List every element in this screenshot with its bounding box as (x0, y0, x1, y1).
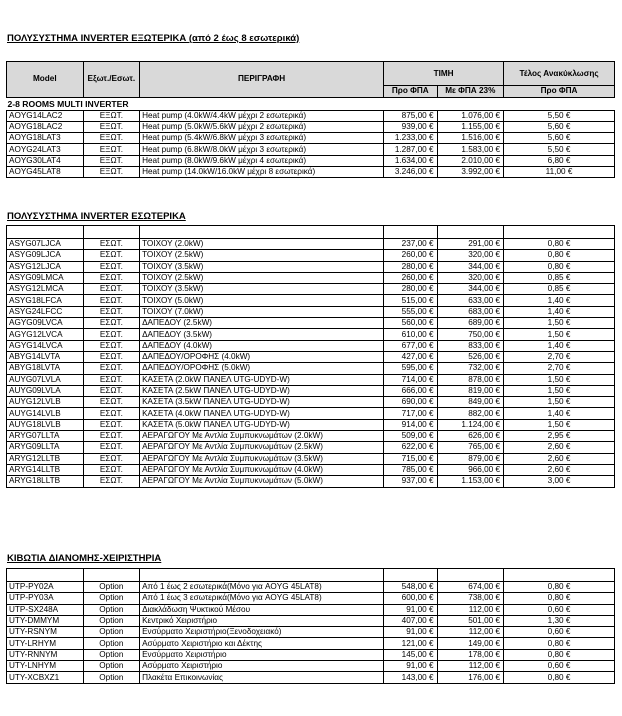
price-with-vat-cell: 112,00 € (437, 627, 504, 638)
type-cell: Option (83, 604, 139, 615)
header-pre-vat: Προ ΦΠΑ (384, 86, 437, 98)
table-row (7, 318, 615, 329)
recycling-fee-cell: 5,60 € (504, 121, 615, 132)
model-cell: AGYG09LVCA (7, 318, 84, 329)
price-with-vat-cell: 689,00 € (437, 318, 504, 329)
type-cell: ΕΞΩΤ. (83, 155, 139, 166)
model-cell: AUYG07LVLA (7, 374, 84, 385)
model-cell: ASYG12LJCA (7, 261, 84, 272)
description-cell: Heat pump (4.0kW/4.4kW μέχρι 2 εσωτερικά) (140, 110, 384, 121)
price-pre-vat-cell: 509,00 € (384, 431, 437, 442)
description-cell: ΤΟΙΧΟΥ (2.0kW) (140, 239, 384, 250)
model-cell: ASYG09LJCA (7, 250, 84, 261)
price-pre-vat-cell: 3.246,00 € (384, 166, 437, 177)
price-pre-vat-cell: 1.233,00 € (384, 133, 437, 144)
table-row (7, 431, 615, 442)
description-cell: ΔΑΠΕΔΟΥ (3.5kW) (140, 329, 384, 340)
model-cell: AUYG18LVLB (7, 419, 84, 430)
description-cell: ΚΑΣΕΤΑ (5.0kW ΠΑΝΕΛ UTG-UDYD-W) (140, 419, 384, 430)
description-cell: Heat pump (14.0kW/16.0kW μέχρι 8 εσωτερικά) (140, 166, 384, 177)
type-cell: Option (83, 672, 139, 683)
type-cell: ΕΣΩΤ. (83, 464, 139, 475)
model-cell: ARYG12LLTB (7, 453, 84, 464)
recycling-fee-cell: 0,80 € (504, 638, 615, 649)
header-recycling: Τέλος Ανακύκλωσης (504, 62, 615, 86)
header-with-vat: Με ΦΠΑ 23% (437, 86, 504, 98)
recycling-fee-cell: 0,60 € (504, 661, 615, 672)
type-cell: ΕΞΩΤ. (83, 110, 139, 121)
description-cell: Heat pump (5.0kW/5.6kW μέχρι 2 εσωτερικά) (140, 121, 384, 132)
type-cell: ΕΣΩΤ. (83, 284, 139, 295)
table-row (7, 661, 615, 672)
model-cell: UTP-PY02A (7, 582, 84, 593)
price-pre-vat-cell: 280,00 € (384, 284, 437, 295)
table-row (7, 284, 615, 295)
recycling-fee-cell: 1,50 € (504, 374, 615, 385)
description-cell: ΚΑΣΕΤΑ (2.0kW ΠΑΝΕΛ UTG-UDYD-W) (140, 374, 384, 385)
recycling-fee-cell: 5,50 € (504, 110, 615, 121)
price-with-vat-cell: 882,00 € (437, 408, 504, 419)
type-cell: ΕΣΩΤ. (83, 408, 139, 419)
price-with-vat-cell: 1.124,00 € (437, 419, 504, 430)
description-cell: ΤΟΙΧΟΥ (2.5kW) (140, 272, 384, 283)
type-cell: ΕΣΩΤ. (83, 340, 139, 351)
table-row (7, 272, 615, 283)
price-with-vat-cell: 626,00 € (437, 431, 504, 442)
recycling-fee-cell: 0,60 € (504, 604, 615, 615)
type-cell: ΕΣΩΤ. (83, 306, 139, 317)
price-pre-vat-cell: 260,00 € (384, 250, 437, 261)
model-cell: ARYG14LLTB (7, 464, 84, 475)
model-cell: AOYG14LAC2 (7, 110, 84, 121)
price-pre-vat-cell: 260,00 € (384, 272, 437, 283)
description-cell: ΑΕΡΑΓΩΓΟΥ Με Αντλία Συμπυκνωμάτων (2.5kW) (140, 442, 384, 453)
header-model: Model (7, 62, 84, 98)
recycling-fee-cell: 2,60 € (504, 442, 615, 453)
model-cell: ARYG18LLTB (7, 476, 84, 487)
price-with-vat-cell: 674,00 € (437, 582, 504, 593)
recycling-fee-cell: 5,60 € (504, 133, 615, 144)
price-with-vat-cell: 3.992,00 € (437, 166, 504, 177)
price-pre-vat-cell: 548,00 € (384, 582, 437, 593)
table-row (7, 295, 615, 306)
table-row (7, 638, 615, 649)
type-cell: ΕΣΩΤ. (83, 431, 139, 442)
price-pre-vat-cell: 407,00 € (384, 615, 437, 626)
price-with-vat-cell: 526,00 € (437, 351, 504, 362)
price-with-vat-cell: 112,00 € (437, 661, 504, 672)
table-row (7, 408, 615, 419)
table-row (7, 363, 615, 374)
price-pre-vat-cell: 427,00 € (384, 351, 437, 362)
recycling-fee-cell: 2,95 € (504, 431, 615, 442)
recycling-fee-cell: 0,80 € (504, 582, 615, 593)
description-cell: ΑΕΡΑΓΩΓΟΥ Με Αντλία Συμπυκνωμάτων (4.0kW) (140, 464, 384, 475)
recycling-fee-cell: 1,50 € (504, 419, 615, 430)
description-cell: ΔΑΠΕΔΟΥ/ΟΡΟΦΗΣ (5.0kW) (140, 363, 384, 374)
description-cell: ΔΑΠΕΔΟΥ (4.0kW) (140, 340, 384, 351)
price-pre-vat-cell: 677,00 € (384, 340, 437, 351)
table-row (7, 593, 615, 604)
price-with-vat-cell: 112,00 € (437, 604, 504, 615)
model-cell: UTY-RSNYM (7, 627, 84, 638)
recycling-fee-cell: 0,80 € (504, 250, 615, 261)
recycling-fee-cell: 0,80 € (504, 261, 615, 272)
price-with-vat-cell: 1.583,00 € (437, 144, 504, 155)
price-pre-vat-cell: 937,00 € (384, 476, 437, 487)
model-cell: UTY-LNHYM (7, 661, 84, 672)
header-ext-int: Εξωτ./Εσωτ. (83, 62, 139, 98)
table-row (7, 374, 615, 385)
price-with-vat-cell: 149,00 € (437, 638, 504, 649)
model-cell: ABYG18LVTA (7, 363, 84, 374)
price-with-vat-cell: 1.155,00 € (437, 121, 504, 132)
price-with-vat-cell: 633,00 € (437, 295, 504, 306)
section-title-outdoor: ΠΟΛΥΣΥΣΤΗΜΑ INVERTER ΕΞΩΤΕΡΙΚΑ (από 2 έως 8 εσωτερικά) (7, 33, 300, 44)
description-cell: Πλακέτα Επικοινωνίας (140, 672, 384, 683)
model-cell: AOYG30LAT4 (7, 155, 84, 166)
price-pre-vat-cell: 600,00 € (384, 593, 437, 604)
price-with-vat-cell: 849,00 € (437, 397, 504, 408)
model-cell: ASYG09LMCA (7, 272, 84, 283)
table-row (7, 329, 615, 340)
type-cell: Option (83, 582, 139, 593)
recycling-fee-cell: 0,80 € (504, 593, 615, 604)
description-cell: ΤΟΙΧΟΥ (3.5kW) (140, 284, 384, 295)
type-cell: ΕΣΩΤ. (83, 363, 139, 374)
description-cell: Heat pump (8.0kW/9.6kW μέχρι 4 εσωτερικά) (140, 155, 384, 166)
table-row (7, 476, 615, 487)
model-cell: UTY-RNNYM (7, 649, 84, 660)
price-pre-vat-cell: 785,00 € (384, 464, 437, 475)
type-cell: Option (83, 638, 139, 649)
header-description: ΠΕΡΙΓΡΑΦΗ (140, 62, 384, 98)
table-row (7, 166, 615, 177)
recycling-fee-cell: 3,00 € (504, 476, 615, 487)
model-cell: UTP-PY03A (7, 593, 84, 604)
price-with-vat-cell: 738,00 € (437, 593, 504, 604)
recycling-fee-cell: 1,50 € (504, 385, 615, 396)
price-pre-vat-cell: 714,00 € (384, 374, 437, 385)
price-pre-vat-cell: 939,00 € (384, 121, 437, 132)
model-cell: AOYG24LAT3 (7, 144, 84, 155)
recycling-fee-cell: 2,70 € (504, 363, 615, 374)
model-cell: AOYG18LAT3 (7, 133, 84, 144)
table-row (7, 133, 615, 144)
price-pre-vat-cell: 595,00 € (384, 363, 437, 374)
price-with-vat-cell: 1.516,00 € (437, 133, 504, 144)
table-row (7, 453, 615, 464)
type-cell: ΕΣΩΤ. (83, 318, 139, 329)
type-cell: ΕΞΩΤ. (83, 133, 139, 144)
type-cell: ΕΣΩΤ. (83, 397, 139, 408)
price-pre-vat-cell: 1.287,00 € (384, 144, 437, 155)
price-with-vat-cell: 344,00 € (437, 261, 504, 272)
recycling-fee-cell: 2,70 € (504, 351, 615, 362)
price-pre-vat-cell: 560,00 € (384, 318, 437, 329)
table-row (7, 340, 615, 351)
type-cell: ΕΣΩΤ. (83, 442, 139, 453)
table-row (7, 627, 615, 638)
description-cell: Ενσύρματο Χειριστήριο(Ξενοδοχειακό) (140, 627, 384, 638)
model-cell: UTY-XCBXZ1 (7, 672, 84, 683)
type-cell: Option (83, 615, 139, 626)
price-with-vat-cell: 291,00 € (437, 239, 504, 250)
model-cell: AUYG12LVLB (7, 397, 84, 408)
price-with-vat-cell: 320,00 € (437, 250, 504, 261)
price-with-vat-cell: 683,00 € (437, 306, 504, 317)
group-label: 2-8 ROOMS MULTI INVERTER (7, 98, 129, 109)
model-cell: ABYG14LVTA (7, 351, 84, 362)
price-pre-vat-cell: 515,00 € (384, 295, 437, 306)
price-with-vat-cell: 879,00 € (437, 453, 504, 464)
table-row (7, 615, 615, 626)
description-cell: ΚΑΣΕΤΑ (4.0kW ΠΑΝΕΛ UTG-UDYD-W) (140, 408, 384, 419)
table-row (7, 397, 615, 408)
price-pre-vat-cell: 715,00 € (384, 453, 437, 464)
description-cell: ΔΑΠΕΔΟΥ (2.5kW) (140, 318, 384, 329)
table-row (7, 261, 615, 272)
table-row (7, 419, 615, 430)
type-cell: Option (83, 661, 139, 672)
price-pre-vat-cell: 555,00 € (384, 306, 437, 317)
section-title-indoor: ΠΟΛΥΣΥΣΤΗΜΑ INVERTER ΕΣΩΤΕΡΙΚΑ (7, 211, 186, 222)
type-cell: ΕΣΩΤ. (83, 261, 139, 272)
type-cell: Option (83, 649, 139, 660)
recycling-fee-cell: 2,60 € (504, 464, 615, 475)
model-cell: ASYG24LFCC (7, 306, 84, 317)
recycling-fee-cell: 11,00 € (504, 166, 615, 177)
model-cell: ARYG07LLTA (7, 431, 84, 442)
type-cell: ΕΣΩΤ. (83, 374, 139, 385)
price-with-vat-cell: 833,00 € (437, 340, 504, 351)
price-pre-vat-cell: 1.634,00 € (384, 155, 437, 166)
table-row (7, 110, 615, 121)
description-cell: Ασύρματο Χειριστήριο και Δέκτης (140, 638, 384, 649)
price-pre-vat-cell: 914,00 € (384, 419, 437, 430)
model-cell: ASYG18LFCA (7, 295, 84, 306)
table-row (7, 649, 615, 660)
type-cell: ΕΣΩΤ. (83, 419, 139, 430)
recycling-fee-cell: 1,40 € (504, 340, 615, 351)
description-cell: Ασύρματο Χειριστήριο (140, 661, 384, 672)
recycling-fee-cell: 2,60 € (504, 453, 615, 464)
model-cell: UTY-LRHYM (7, 638, 84, 649)
price-pre-vat-cell: 121,00 € (384, 638, 437, 649)
table-row (7, 155, 615, 166)
description-cell: Διακλάδωση Ψυκτικού Μέσου (140, 604, 384, 615)
price-pre-vat-cell: 875,00 € (384, 110, 437, 121)
type-cell: ΕΞΩΤ. (83, 166, 139, 177)
table-row (7, 442, 615, 453)
description-cell: ΑΕΡΑΓΩΓΟΥ Με Αντλία Συμπυκνωμάτων (5.0kW) (140, 476, 384, 487)
type-cell: ΕΞΩΤ. (83, 121, 139, 132)
price-with-vat-cell: 320,00 € (437, 272, 504, 283)
type-cell: ΕΣΩΤ. (83, 272, 139, 283)
description-cell: ΚΑΣΕΤΑ (2.5kW ΠΑΝΕΛ UTG-UDYD-W) (140, 385, 384, 396)
header-price: ΤΙΜΗ (384, 62, 504, 86)
price-pre-vat-cell: 91,00 € (384, 604, 437, 615)
model-cell: UTY-DMMYM (7, 615, 84, 626)
description-cell: ΔΑΠΕΔΟΥ/ΟΡΟΦΗΣ (4.0kW) (140, 351, 384, 362)
description-cell: ΚΑΣΕΤΑ (3.5kW ΠΑΝΕΛ UTG-UDYD-W) (140, 397, 384, 408)
table-row (7, 464, 615, 475)
recycling-fee-cell: 1,40 € (504, 295, 615, 306)
description-cell: Από 1 έως 3 εσωτερικά(Μόνο για AOYG 45LAT8) (140, 593, 384, 604)
table-row (7, 121, 615, 132)
table-row (7, 582, 615, 593)
price-with-vat-cell: 732,00 € (437, 363, 504, 374)
indoor-units-table (6, 225, 615, 488)
type-cell: ΕΣΩΤ. (83, 453, 139, 464)
recycling-fee-cell: 0,60 € (504, 627, 615, 638)
type-cell: ΕΣΩΤ. (83, 295, 139, 306)
recycling-fee-cell: 0,80 € (504, 649, 615, 660)
price-with-vat-cell: 750,00 € (437, 329, 504, 340)
price-pre-vat-cell: 717,00 € (384, 408, 437, 419)
description-cell: Κεντρικό Χειριστήριο (140, 615, 384, 626)
recycling-fee-cell: 1,40 € (504, 306, 615, 317)
table-row (7, 672, 615, 683)
price-with-vat-cell: 344,00 € (437, 284, 504, 295)
description-cell: Ενσύρματο Χειριστήριο (140, 649, 384, 660)
model-cell: UTP-SX248A (7, 604, 84, 615)
recycling-fee-cell: 1,50 € (504, 318, 615, 329)
recycling-fee-cell: 0,80 € (504, 239, 615, 250)
description-cell: Heat pump (6.8kW/8.0kW μέχρι 3 εσωτερικά) (140, 144, 384, 155)
model-cell: AGYG12LVCA (7, 329, 84, 340)
price-with-vat-cell: 819,00 € (437, 385, 504, 396)
table-row (7, 604, 615, 615)
description-cell: ΤΟΙΧΟΥ (7.0kW) (140, 306, 384, 317)
price-pre-vat-cell: 91,00 € (384, 661, 437, 672)
price-with-vat-cell: 178,00 € (437, 649, 504, 660)
recycling-fee-cell: 1,30 € (504, 615, 615, 626)
table-row (7, 306, 615, 317)
description-cell: ΤΟΙΧΟΥ (3.5kW) (140, 261, 384, 272)
price-with-vat-cell: 176,00 € (437, 672, 504, 683)
recycling-fee-cell: 6,80 € (504, 155, 615, 166)
price-pre-vat-cell: 610,00 € (384, 329, 437, 340)
type-cell: ΕΣΩΤ. (83, 385, 139, 396)
price-with-vat-cell: 765,00 € (437, 442, 504, 453)
recycling-fee-cell: 0,85 € (504, 272, 615, 283)
model-cell: AOYG18LAC2 (7, 121, 84, 132)
table-row (7, 385, 615, 396)
type-cell: ΕΣΩΤ. (83, 476, 139, 487)
model-cell: AOYG45LAT8 (7, 166, 84, 177)
description-cell: ΤΟΙΧΟΥ (5.0kW) (140, 295, 384, 306)
model-cell: ASYG07LJCA (7, 239, 84, 250)
recycling-fee-cell: 5,50 € (504, 144, 615, 155)
description-cell: ΑΕΡΑΓΩΓΟΥ Με Αντλία Συμπυκνωμάτων (2.0kW) (140, 431, 384, 442)
type-cell: Option (83, 593, 139, 604)
price-pre-vat-cell: 145,00 € (384, 649, 437, 660)
description-cell: Από 1 έως 2 εσωτερικά(Μόνο για AOYG 45LAT8) (140, 582, 384, 593)
table-row (7, 250, 615, 261)
price-with-vat-cell: 1.153,00 € (437, 476, 504, 487)
price-pre-vat-cell: 690,00 € (384, 397, 437, 408)
model-cell: AUYG09LVLA (7, 385, 84, 396)
model-cell: AUYG14LVLB (7, 408, 84, 419)
price-with-vat-cell: 1.076,00 € (437, 110, 504, 121)
price-with-vat-cell: 878,00 € (437, 374, 504, 385)
price-pre-vat-cell: 143,00 € (384, 672, 437, 683)
type-cell: ΕΣΩΤ. (83, 329, 139, 340)
recycling-fee-cell: 1,50 € (504, 329, 615, 340)
model-cell: AGYG14LVCA (7, 340, 84, 351)
description-cell: ΑΕΡΑΓΩΓΟΥ Με Αντλία Συμπυκνωμάτων (3.5kW) (140, 453, 384, 464)
price-pre-vat-cell: 280,00 € (384, 261, 437, 272)
description-cell: ΤΟΙΧΟΥ (2.5kW) (140, 250, 384, 261)
price-pre-vat-cell: 237,00 € (384, 239, 437, 250)
description-cell: Heat pump (5.4kW/6.8kW μέχρι 3 εσωτερικά) (140, 133, 384, 144)
table-row (7, 144, 615, 155)
header-recycling-pre-vat: Προ ΦΠΑ (504, 86, 615, 98)
type-cell: Option (83, 627, 139, 638)
distribution-controls-table (6, 568, 615, 684)
model-cell: ASYG12LMCA (7, 284, 84, 295)
recycling-fee-cell: 1,50 € (504, 397, 615, 408)
recycling-fee-cell: 0,80 € (504, 672, 615, 683)
recycling-fee-cell: 1,40 € (504, 408, 615, 419)
section-title-distribution: ΚΙΒΩΤΙΑ ΔΙΑΝΟΜΗΣ-ΧΕΙΡΙΣΤΗΡΙΑ (7, 553, 162, 564)
price-with-vat-cell: 966,00 € (437, 464, 504, 475)
price-pre-vat-cell: 91,00 € (384, 627, 437, 638)
type-cell: ΕΞΩΤ. (83, 144, 139, 155)
model-cell: ARYG09LLTA (7, 442, 84, 453)
price-pre-vat-cell: 622,00 € (384, 442, 437, 453)
type-cell: ΕΣΩΤ. (83, 239, 139, 250)
table-row (7, 351, 615, 362)
type-cell: ΕΣΩΤ. (83, 250, 139, 261)
recycling-fee-cell: 0,85 € (504, 284, 615, 295)
type-cell: ΕΣΩΤ. (83, 351, 139, 362)
price-with-vat-cell: 501,00 € (437, 615, 504, 626)
outdoor-units-table (6, 61, 615, 178)
table-row (7, 239, 615, 250)
price-with-vat-cell: 2.010,00 € (437, 155, 504, 166)
price-pre-vat-cell: 666,00 € (384, 385, 437, 396)
